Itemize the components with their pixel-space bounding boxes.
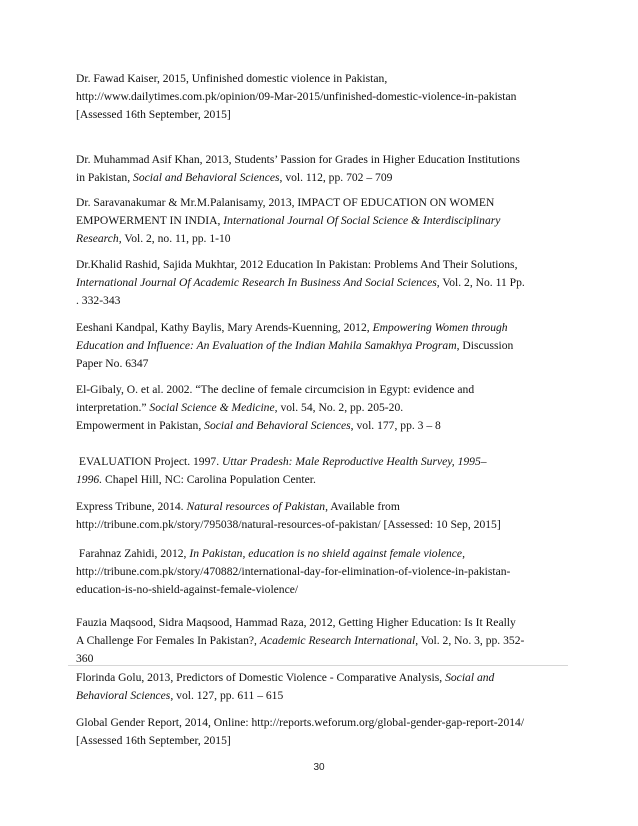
reference-global-gender-report — [76, 714, 566, 750]
reference-text: , Available from — [325, 500, 400, 513]
reference-text: Empowerment in Pakistan, — [76, 419, 202, 433]
reference-text: Global Gender Report, 2014, Online: http://reports.weforum.org/global-gender-gap-report-2014/ — [76, 716, 525, 729]
work-title: In Pakistan, education is no shield against female violence, — [189, 547, 465, 560]
reference-kandpal — [76, 319, 566, 374]
reference-text: [Assessed 16th September, 2015] — [76, 108, 231, 122]
reference-url: http://tribune.com.pk/story/795038/natural-resources-of-pakistan/ [Assessed: 10 Sep, 2015] — [76, 518, 501, 532]
reference-khan — [76, 151, 566, 187]
work-title: 1996. — [76, 473, 103, 487]
section-divider — [68, 665, 568, 666]
reference-maqsood — [76, 614, 566, 669]
reference-text: in Pakistan, — [76, 171, 131, 185]
reference-text: [Assessed 16th September, 2015] — [76, 734, 231, 748]
journal-title: International Journal Of Social Science & Interdisciplinary — [223, 214, 501, 228]
reference-url: http://www.dailytimes.com.pk/opinion/09-Mar-2015/unfinished-domestic-violence-in-pakistan — [76, 90, 517, 104]
journal-title: Academic Research International — [259, 634, 416, 648]
reference-express-tribune — [76, 498, 566, 534]
reference-zahidi — [76, 545, 566, 600]
reference-text: Dr. Fawad Kaiser, 2015, Unfinished domestic violence in Pakistan, — [76, 72, 388, 85]
work-title: Education and Influence: An Evaluation of the Indian Mahila Samakhya Program — [76, 339, 457, 353]
reference-text: Farahnaz Zahidi, 2012, — [78, 547, 187, 560]
reference-text: EVALUATION Project. 1997. — [78, 455, 220, 468]
reference-url: http://tribune.com.pk/story/470882/international-day-for-elimination-of-violence-in-pakistan- — [76, 565, 511, 579]
reference-text: , vol. 177, pp. 3 – 8 — [350, 419, 441, 433]
reference-text: , vol. 112, pp. 702 – 709 — [279, 171, 393, 185]
reference-text: Vol. 2, No. 11 Pp. — [442, 276, 525, 290]
reference-text: A Challenge For Females In Pakistan?, — [76, 634, 257, 648]
journal-title: Research, — [76, 232, 122, 246]
reference-evaluation-project — [76, 453, 566, 489]
journal-title: Behavioral Sciences, — [76, 689, 174, 703]
reference-text: vol. 54, No. 2, pp. 205-20. — [280, 401, 404, 415]
reference-text: , Discussion — [456, 339, 514, 353]
work-title: Empowering Women through — [372, 321, 508, 334]
journal-title: International Journal Of Academic Research In Business And Social Sciences, — [76, 276, 440, 290]
reference-text: Dr. Saravanakumar & Mr.M.Palanisamy, 2013, IMPACT OF EDUCATION ON WOMEN — [76, 196, 495, 209]
reference-kaiser — [76, 70, 566, 125]
page-number: 30 — [313, 762, 325, 773]
reference-rashid — [76, 256, 566, 311]
reference-text: . 332-343 — [76, 294, 121, 308]
reference-text: EMPOWERMENT IN INDIA, — [76, 214, 221, 228]
reference-text: 360 — [76, 652, 94, 666]
reference-text: Chapel Hill, NC: Carolina Population Center. — [105, 473, 316, 487]
journal-title: Social Science & Medicine, — [149, 401, 278, 415]
work-title: Uttar Pradesh: Male Reproductive Health Survey, 1995– — [222, 455, 487, 468]
reference-text: Eeshani Kandpal, Kathy Baylis, Mary Arends-Kuenning, 2012, — [76, 321, 370, 334]
reference-url: education-is-no-shield-against-female-violence/ — [76, 583, 299, 597]
work-title: Natural resources of Pakistan — [186, 500, 326, 513]
reference-text: El-Gibaly, O. et al. 2002. “The decline of female circumcision in Egypt: evidence and — [76, 383, 475, 396]
reference-saravanakumar — [76, 194, 566, 249]
reference-text: Florinda Golu, 2013, Predictors of Domestic Violence - Comparative Analysis, — [76, 671, 443, 684]
reference-text: Dr. Muhammad Asif Khan, 2013, Students’ Passion for Grades in Higher Education Institutions — [76, 153, 520, 166]
reference-text: Vol. 2, no. 11, pp. 1-10 — [124, 232, 231, 246]
reference-golu — [76, 669, 566, 705]
reference-text: Express Tribune, 2014. — [76, 500, 184, 513]
reference-text: , Vol. 2, No. 3, pp. 352- — [415, 634, 525, 648]
journal-title: Social and Behavioral Sciences — [204, 419, 351, 433]
reference-text: interpretation.” — [76, 401, 147, 415]
reference-text: Fauzia Maqsood, Sidra Maqsood, Hammad Raza, 2012, Getting Higher Education: Is It Really — [76, 616, 516, 629]
journal-title: Social and — [445, 671, 495, 684]
reference-el-gibaly — [76, 381, 566, 436]
reference-text: Dr.Khalid Rashid, Sajida Mukhtar, 2012 Education In Pakistan: Problems And Their Solutions, — [76, 258, 518, 271]
reference-text: vol. 127, pp. 611 – 615 — [176, 689, 284, 703]
journal-title: Social and Behavioral Sciences — [133, 171, 280, 185]
reference-text: Paper No. 6347 — [76, 357, 149, 371]
